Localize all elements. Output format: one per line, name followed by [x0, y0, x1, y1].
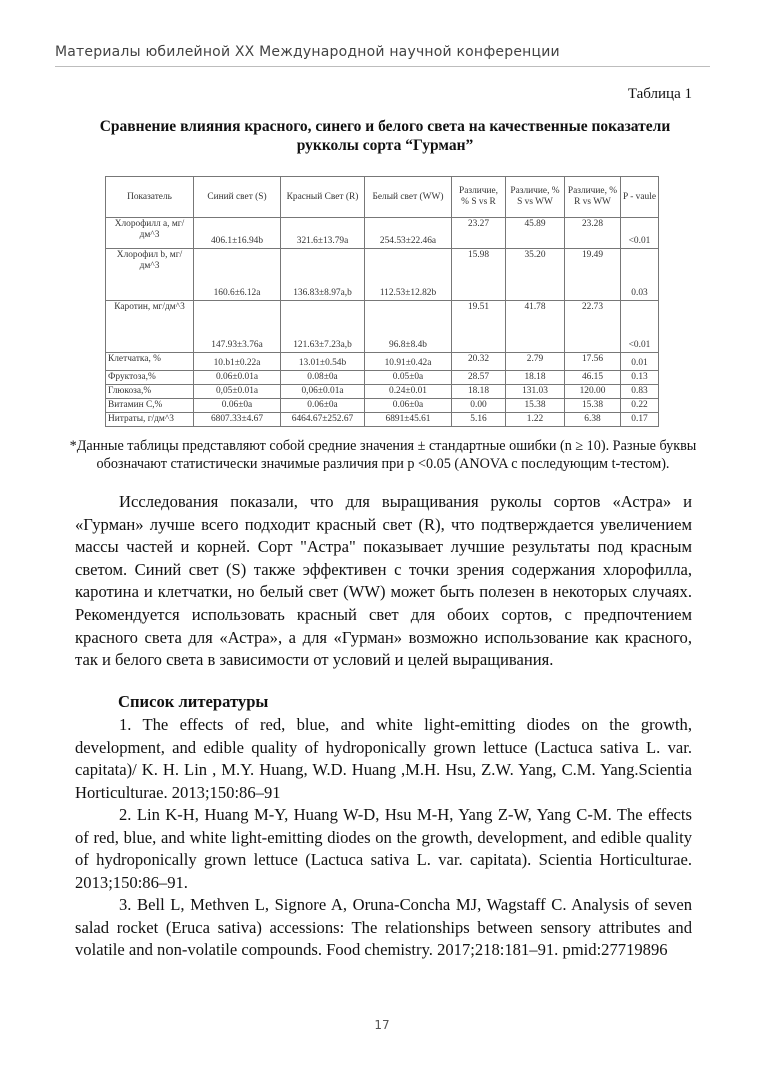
table-cell: 41.78 [506, 301, 565, 353]
table-cell: 5.16 [452, 413, 506, 427]
table-header-row [106, 177, 659, 218]
table-cell: 10.b1±0.22a [194, 353, 281, 371]
table-cell: 0.13 [621, 371, 659, 385]
header-cell: Различие, % S vs WW [506, 177, 565, 218]
header-cell: Различие, % R vs WW [565, 177, 621, 218]
table-cell: 0.06±0.01a [194, 371, 281, 385]
table-cell: 0.17 [621, 413, 659, 427]
table-cell: 15.98 [452, 249, 506, 301]
table-row [106, 353, 659, 371]
header-cell: P - vaule [621, 177, 659, 218]
table-cell: 17.56 [565, 353, 621, 371]
reference-item: 1. The effects of red, blue, and white light-emitting diodes on the growth, development, and edible quality of hydroponically grown lettuce (Lactuca sativa L. var. capitata)/ K. H. Lin , M.Y. Huang, W.D. Huang ,M.H. Hsu, Z.W. Yang, C.M. Yang.Scientia Horticulturae. 2013;150:86–91 [75, 715, 692, 802]
table-row [106, 249, 659, 301]
table-cell: 19.49 [565, 249, 621, 301]
table-cell: 18.18 [452, 385, 506, 399]
table-cell: 23.28 [565, 218, 621, 249]
header-cell: Различие, % S vs R [452, 177, 506, 218]
table-cell: 131.03 [506, 385, 565, 399]
table-cell: 6.38 [565, 413, 621, 427]
table-row [106, 218, 659, 249]
table-cell: 160.6±6.12a [194, 249, 281, 301]
table-cell: 6807.33±4.67 [194, 413, 281, 427]
table-cell: 136.83±8.97a,b [281, 249, 365, 301]
table-cell: 321.6±13.79a [281, 218, 365, 249]
table-cell: 15.38 [565, 399, 621, 413]
table-cell: 147.93±3.76a [194, 301, 281, 353]
results-table [105, 176, 659, 427]
table-cell: 6891±45.61 [365, 413, 452, 427]
header-cell: Красный Свет (R) [281, 177, 365, 218]
table-row [106, 371, 659, 385]
row-label: Каротин, мг/дм^3 [106, 301, 194, 353]
reference-item: 2. Lin K-H, Huang M-Y, Huang W-D, Hsu M-H, Yang Z-W, Yang C-M. The effects of red, blue, and white light-emitting diodes on the growth, development, and edible quality of hydroponically grown lettuce (Lactuca sativa L. var. capitata). Scientia Horticulturae. 2013;150:86–91. [75, 805, 692, 892]
table-cell: 22.73 [565, 301, 621, 353]
table-cell: 0.05±0a [365, 371, 452, 385]
table-cell: 96.8±8.4b [365, 301, 452, 353]
table-cell: 23.27 [452, 218, 506, 249]
table-cell: 0.01 [621, 353, 659, 371]
table-title: Сравнение влияния красного, синего и белого света на качественные показатели рукколы сорта “Гурман” [99, 118, 671, 154]
table-row [106, 399, 659, 413]
table-cell: <0.01 [621, 218, 659, 249]
header-cell: Синий свет (S) [194, 177, 281, 218]
running-header: Материалы юбилейной XX Международной научной конференции [55, 44, 560, 60]
row-label: Хлорофилл a, мг/дм^3 [106, 218, 194, 249]
header-cell: Показатель [106, 177, 194, 218]
row-label: Фруктоза,% [106, 371, 194, 385]
table-row [106, 413, 659, 427]
table-cell: 0.03 [621, 249, 659, 301]
header-divider [55, 66, 710, 67]
row-label: Глюкоза,% [106, 385, 194, 399]
table-cell: 0,05±0.01a [194, 385, 281, 399]
table-cell: 6464.67±252.67 [281, 413, 365, 427]
table-row [106, 301, 659, 353]
reference-item: 3. Bell L, Methven L, Signore A, Oruna-Concha MJ, Wagstaff C. Analysis of seven salad rocket (Eruca sativa) accessions: The relationships between sensory attributes and volatile and non-volatile compounds. Food chemistry. 2017;218:181–91. pmid:27719896 [75, 895, 692, 960]
table-cell: 46.15 [565, 371, 621, 385]
table-cell: 1.22 [506, 413, 565, 427]
table-cell: 10.91±0.42a [365, 353, 452, 371]
table-cell: 254.53±22.46a [365, 218, 452, 249]
table-cell: 20.32 [452, 353, 506, 371]
table-cell: 0.06±0a [194, 399, 281, 413]
table-cell: 120.00 [565, 385, 621, 399]
table-cell: 13.01±0.54b [281, 353, 365, 371]
table-label: Таблица 1 [627, 86, 692, 102]
table-cell: 0,06±0.01a [281, 385, 365, 399]
table-cell: 2.79 [506, 353, 565, 371]
table-cell: 15.38 [506, 399, 565, 413]
table-cell: 112.53±12.82b [365, 249, 452, 301]
table-cell: 35.20 [506, 249, 565, 301]
conclusion-paragraph: Исследования показали, что для выращивания руколы сортов «Астра» и «Гурман» лучше всего подходит красный свет (R), что подтверждается увеличением массы частей и корней. Сорт "Астра" показывает лучшие результаты под красным светом. Синий свет (S) также эффективен с точки зрения содержания хлорофилла, каротина и клетчатки, но белый свет (WW) может быть полезен в некоторых случаях. Рекомендуется использовать красный свет для обоих сортов, с предпочтением красного света для «Астра», а для «Гурман» возможно использование как красного, так и белого света в зависимости от условий и целей выращивания. [75, 492, 692, 670]
page-number: 17 [374, 1018, 390, 1032]
table-cell: <0.01 [621, 301, 659, 353]
table-cell: 0.83 [621, 385, 659, 399]
table-footnote: *Данные таблицы представляют собой средние значения ± стандартные ошибки (n ≥ 10). Разные буквы обозначают статистически значимые различия при p <0.05 (ANOVA с последующим t-тестом). [69, 438, 697, 472]
row-label: Витамин С,% [106, 399, 194, 413]
row-label: Хлорофил b, мг/дм^3 [106, 249, 194, 301]
table-cell: 19.51 [452, 301, 506, 353]
table-cell: 28.57 [452, 371, 506, 385]
table-row [106, 385, 659, 399]
table-cell: 0.06±0a [281, 399, 365, 413]
table-cell: 0.00 [452, 399, 506, 413]
table-cell: 0.24±0.01 [365, 385, 452, 399]
table-cell: 121.63±7.23a,b [281, 301, 365, 353]
table-cell: 18.18 [506, 371, 565, 385]
table-cell: 406.1±16.94b [194, 218, 281, 249]
table-cell: 0.06±0a [365, 399, 452, 413]
table-cell: 45.89 [506, 218, 565, 249]
row-label: Клетчатка, % [106, 353, 194, 371]
references-heading: Список литературы [118, 692, 269, 711]
row-label: Нитраты, г/дм^3 [106, 413, 194, 427]
table-cell: 0.08±0a [281, 371, 365, 385]
table-cell: 0.22 [621, 399, 659, 413]
header-cell: Белый свет (WW) [365, 177, 452, 218]
